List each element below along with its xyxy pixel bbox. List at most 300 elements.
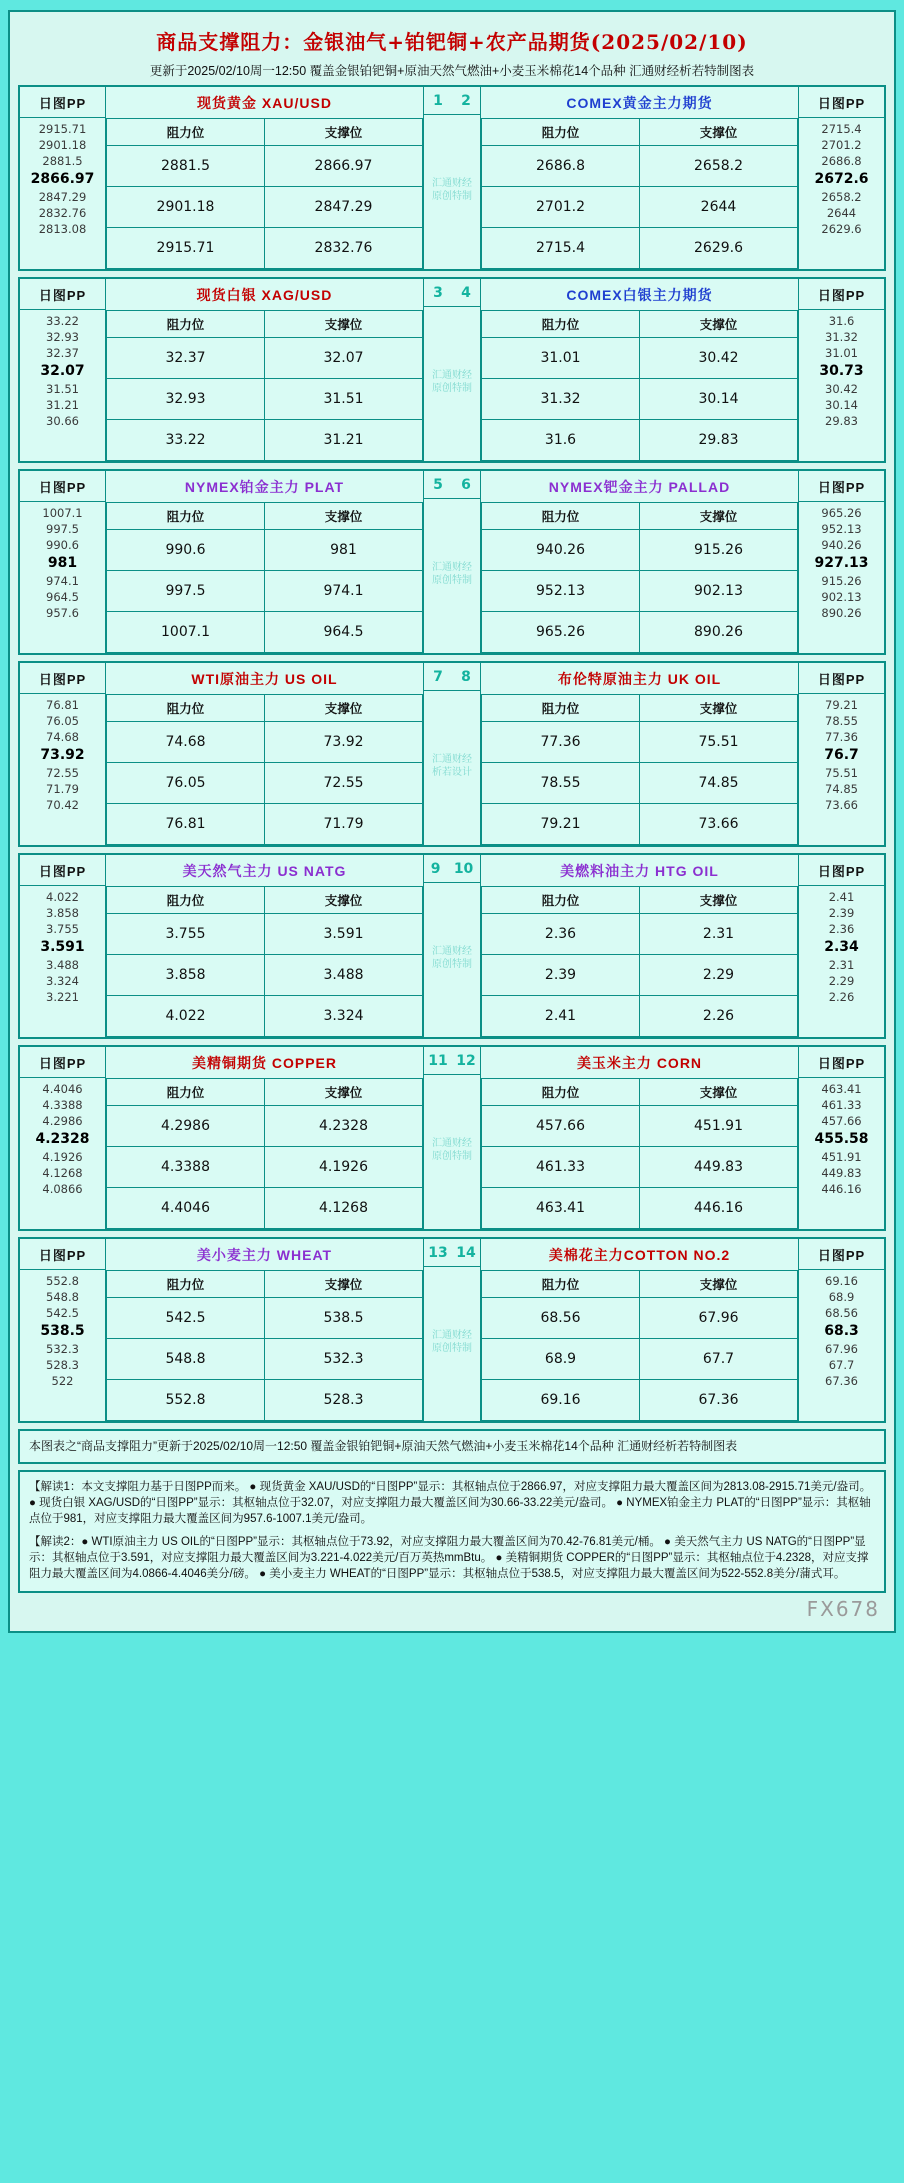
- levels-list: [799, 502, 884, 625]
- level-value: 974.1: [46, 574, 79, 588]
- support-value: 75.51: [640, 722, 798, 763]
- watermark-line-2: 原创特制: [432, 575, 472, 586]
- instrument-name: 美玉米主力 CORN: [481, 1047, 798, 1079]
- level-value: 997.5: [46, 522, 79, 536]
- resistance-header: 阻力位: [482, 1079, 640, 1106]
- watermark-line-2: 原创特制: [432, 1343, 472, 1354]
- level-value: 902.13: [821, 590, 862, 604]
- levels-column-left: [20, 471, 106, 653]
- note-1: 【解读1：本文支撑阻力基于日图PP而来。 ● 现货黄金 XAU/USD的“日图PP”显示：其枢轴点位于2866.97，对应支撑阻力最大覆盖区间为2813.08-2915.71美元/盎司。 ● 现货白银 XAG/USD的“日图PP”显示：其枢轴点位于32.07，对应支撑阻力最大覆盖区间为30.66-33.22美元/盎司。 ● NYMEX铂金主力 PLAT的“日图PP”显示：其枢轴点位于981，对应支撑阻力最大覆盖区间为957.6-1007.1美元/盎司。: [29, 1481, 872, 1525]
- resistance-value: 2715.4: [482, 228, 640, 269]
- levels-column-left: [20, 1047, 106, 1229]
- support-header: 支撑位: [640, 119, 798, 146]
- resistance-value: 2701.2: [482, 187, 640, 228]
- levels-column-left: [20, 855, 106, 1037]
- support-value: 2.31: [640, 914, 798, 955]
- table-row: [107, 1147, 423, 1188]
- level-value: 73.66: [825, 798, 858, 812]
- instrument-name: COMEX黄金主力期货: [481, 87, 798, 119]
- level-value: 31.01: [825, 346, 858, 360]
- level-value: 2629.6: [821, 222, 862, 236]
- table-row: [482, 804, 798, 845]
- day-pp-label: 日图PP: [799, 1047, 884, 1078]
- resistance-value: 990.6: [107, 530, 265, 571]
- level-value: 2901.18: [38, 138, 87, 152]
- level-value: 31.6: [828, 314, 855, 328]
- day-pp-label: 日图PP: [20, 855, 105, 886]
- resistance-header: 阻力位: [482, 503, 640, 530]
- level-value: 3.324: [46, 974, 79, 988]
- resistance-value: 952.13: [482, 571, 640, 612]
- day-pp-label: 日图PP: [799, 279, 884, 310]
- day-pp-label: 日图PP: [20, 471, 105, 502]
- page-title: 商品支撑阻力：金银油气+铂钯铜+农产品期货(2025/02/10): [156, 30, 748, 54]
- index-number: 10: [453, 861, 474, 877]
- levels-table: [481, 887, 798, 1037]
- block-inner: [20, 663, 884, 845]
- index-column: [423, 855, 481, 1037]
- pivot-value: 927.13: [814, 555, 869, 571]
- resistance-header: 阻力位: [107, 119, 265, 146]
- resistance-value: 33.22: [107, 420, 265, 461]
- watermark-line-1: 汇通财经: [432, 562, 472, 573]
- index-numbers: [424, 471, 480, 499]
- resistance-value: 2.39: [482, 955, 640, 996]
- levels-table: [481, 695, 798, 845]
- level-value: 990.6: [46, 538, 79, 552]
- resistance-value: 78.55: [482, 763, 640, 804]
- level-value: 4.1268: [42, 1166, 83, 1180]
- day-pp-label: 日图PP: [20, 1047, 105, 1078]
- levels-list: [799, 118, 884, 241]
- report-sheet: [8, 10, 896, 1633]
- resistance-value: 31.32: [482, 379, 640, 420]
- resistance-value: 2.41: [482, 996, 640, 1037]
- support-value: 29.83: [640, 420, 798, 461]
- support-value: 2832.76: [265, 228, 423, 269]
- index-numbers: [424, 279, 480, 307]
- index-number: 5: [433, 477, 443, 493]
- index-numbers: [424, 1239, 480, 1267]
- table-row: [482, 187, 798, 228]
- levels-column-right: [798, 87, 884, 269]
- level-value: 74.85: [825, 782, 858, 796]
- table-row: [107, 146, 423, 187]
- level-value: 68.9: [828, 1290, 855, 1304]
- level-value: 552.8: [46, 1274, 79, 1288]
- level-value: 4.022: [46, 890, 79, 904]
- support-value: 974.1: [265, 571, 423, 612]
- resistance-header: 阻力位: [482, 1271, 640, 1298]
- support-value: 31.51: [265, 379, 423, 420]
- level-value: 532.3: [46, 1342, 79, 1356]
- index-number: 13: [428, 1245, 448, 1261]
- instrument-name: NYMEX铂金主力 PLAT: [106, 471, 423, 503]
- resistance-header: 阻力位: [482, 311, 640, 338]
- support-value: 30.14: [640, 379, 798, 420]
- level-value: 446.16: [821, 1182, 862, 1196]
- instrument-panel: [481, 279, 798, 461]
- level-value: 75.51: [825, 766, 858, 780]
- level-value: 29.83: [825, 414, 858, 428]
- index-number: 3: [433, 285, 443, 301]
- resistance-header: 阻力位: [107, 887, 265, 914]
- table-row: [107, 914, 423, 955]
- resistance-value: 32.93: [107, 379, 265, 420]
- page-subtitle: 更新于2025/02/10周一12:50 覆盖金银铂钯铜+原油天然气燃油+小麦玉米棉花14个品种 汇通财经析若特制图表: [149, 64, 755, 78]
- support-value: 4.2328: [265, 1106, 423, 1147]
- levels-column-left: [20, 87, 106, 269]
- level-value: 542.5: [46, 1306, 79, 1320]
- support-header: 支撑位: [265, 887, 423, 914]
- level-value: 2915.71: [38, 122, 87, 136]
- levels-list: [20, 694, 105, 817]
- levels-list: [20, 1078, 105, 1201]
- day-pp-label: 日图PP: [20, 87, 105, 118]
- table-row: [482, 338, 798, 379]
- level-value: 33.22: [46, 314, 79, 328]
- level-value: 74.68: [46, 730, 79, 744]
- table-row: [482, 571, 798, 612]
- level-value: 76.05: [46, 714, 79, 728]
- resistance-value: 79.21: [482, 804, 640, 845]
- instrument-panel: [481, 855, 798, 1037]
- level-value: 32.37: [46, 346, 79, 360]
- resistance-header: 阻力位: [107, 1271, 265, 1298]
- resistance-value: 77.36: [482, 722, 640, 763]
- index-number: 2: [461, 93, 471, 109]
- level-value: 548.8: [46, 1290, 79, 1304]
- day-pp-label: 日图PP: [799, 1239, 884, 1270]
- level-value: 461.33: [821, 1098, 862, 1112]
- support-header: 支撑位: [265, 1079, 423, 1106]
- level-value: 77.36: [825, 730, 858, 744]
- index-column: [423, 663, 481, 845]
- level-value: 79.21: [825, 698, 858, 712]
- resistance-value: 68.9: [482, 1339, 640, 1380]
- levels-column-left: [20, 663, 106, 845]
- index-number: 1: [433, 93, 443, 109]
- table-row: [482, 420, 798, 461]
- instrument-name: 布伦特原油主力 UK OIL: [481, 663, 798, 695]
- levels-list: [799, 310, 884, 433]
- index-number: 4: [461, 285, 471, 301]
- day-pp-label: 日图PP: [20, 279, 105, 310]
- levels-table: [106, 119, 423, 269]
- footnote: 本图表之“商品支撑阻力”更新于2025/02/10周一12:50 覆盖金银铂钯铜+原油天然气燃油+小麦玉米棉花14个品种 汇通财经析若特制图表: [18, 1429, 886, 1464]
- levels-list: [20, 118, 105, 241]
- watermark-line-2: 原创特制: [432, 383, 472, 394]
- support-value: 67.36: [640, 1380, 798, 1421]
- table-row: [482, 914, 798, 955]
- day-pp-label: 日图PP: [799, 855, 884, 886]
- resistance-value: 74.68: [107, 722, 265, 763]
- pivot-value: 76.7: [824, 747, 859, 763]
- support-header: 支撑位: [265, 503, 423, 530]
- table-row: [482, 1147, 798, 1188]
- levels-table: [106, 503, 423, 653]
- instrument-name: 美天然气主力 US NATG: [106, 855, 423, 887]
- resistance-header: 阻力位: [107, 311, 265, 338]
- instrument-block: [18, 661, 886, 847]
- block-inner: [20, 87, 884, 269]
- index-number: 12: [456, 1053, 476, 1069]
- resistance-value: 31.6: [482, 420, 640, 461]
- level-value: 4.0866: [42, 1182, 83, 1196]
- level-value: 30.42: [825, 382, 858, 396]
- instrument-name: 美燃料油主力 HTG OIL: [481, 855, 798, 887]
- support-value: 2629.6: [640, 228, 798, 269]
- level-value: 4.2986: [42, 1114, 83, 1128]
- watermark-text: [424, 691, 480, 779]
- support-value: 2.29: [640, 955, 798, 996]
- level-value: 31.51: [46, 382, 79, 396]
- instrument-name: 现货白银 XAG/USD: [106, 279, 423, 311]
- levels-list: [20, 886, 105, 1009]
- support-value: 73.66: [640, 804, 798, 845]
- watermark-text: [424, 883, 480, 971]
- pivot-value: 73.92: [40, 747, 85, 763]
- table-row: [107, 571, 423, 612]
- support-value: 446.16: [640, 1188, 798, 1229]
- level-value: 2.36: [828, 922, 855, 936]
- support-value: 902.13: [640, 571, 798, 612]
- day-pp-label: 日图PP: [20, 1239, 105, 1270]
- levels-list: [20, 502, 105, 625]
- index-number: 8: [461, 669, 471, 685]
- watermark-text: [424, 1267, 480, 1355]
- index-numbers: [424, 87, 480, 115]
- support-value: 890.26: [640, 612, 798, 653]
- levels-column-right: [798, 1239, 884, 1421]
- table-row: [107, 530, 423, 571]
- table-row: [107, 1339, 423, 1380]
- support-value: 4.1926: [265, 1147, 423, 1188]
- levels-table: [481, 311, 798, 461]
- table-row: [107, 804, 423, 845]
- table-row: [482, 1188, 798, 1229]
- table-row: [107, 763, 423, 804]
- support-value: 31.21: [265, 420, 423, 461]
- level-value: 31.32: [825, 330, 858, 344]
- support-value: 2866.97: [265, 146, 423, 187]
- support-value: 67.7: [640, 1339, 798, 1380]
- block-inner: [20, 1239, 884, 1421]
- support-header: 支撑位: [265, 1271, 423, 1298]
- level-value: 2.39: [828, 906, 855, 920]
- level-value: 3.755: [46, 922, 79, 936]
- level-value: 915.26: [821, 574, 862, 588]
- note-2: 【解读2：● WTI原油主力 US OIL的“日图PP”显示：其枢轴点位于73.92，对应支撑阻力最大覆盖区间为70.42-76.81美元/桶。 ● 美天然气主力 US NATG的“日图PP”显示：其枢轴点位于3.591，对应支撑阻力最大覆盖区间为3.221-4.022美元/百万英热mmBtu。 ● 美精铜期货 COPPER的“日图PP”显示：其枢轴点位于4.2328，对应支撑阻力最大覆盖区间为4.0866-4.4046美分/磅。 ● 美小麦主力 WHEAT的“日图PP”显示：其枢轴点位于538.5，对应支撑阻力最大覆盖区间为522-552.8美分/蒲式耳。: [29, 1536, 869, 1580]
- levels-table: [106, 311, 423, 461]
- level-value: 2832.76: [38, 206, 87, 220]
- instrument-panel: [106, 1047, 423, 1229]
- table-row: [107, 722, 423, 763]
- level-value: 3.221: [46, 990, 79, 1004]
- resistance-value: 2881.5: [107, 146, 265, 187]
- support-value: 981: [265, 530, 423, 571]
- level-value: 457.66: [821, 1114, 862, 1128]
- level-value: 69.16: [825, 1274, 858, 1288]
- table-row: [107, 996, 423, 1037]
- support-value: 528.3: [265, 1380, 423, 1421]
- pivot-value: 455.58: [814, 1131, 869, 1147]
- level-value: 67.7: [828, 1358, 855, 1372]
- watermark-line-2: 原创特制: [432, 191, 472, 202]
- levels-column-right: [798, 663, 884, 845]
- table-row: [482, 1339, 798, 1380]
- resistance-value: 3.755: [107, 914, 265, 955]
- support-value: 74.85: [640, 763, 798, 804]
- watermark-line-2: 原创特制: [432, 959, 472, 970]
- pivot-value: 2.34: [824, 939, 859, 955]
- resistance-header: 阻力位: [107, 1079, 265, 1106]
- table-row: [482, 228, 798, 269]
- watermark-line-1: 汇通财经: [432, 1138, 472, 1149]
- level-value: 2847.29: [38, 190, 87, 204]
- support-value: 2644: [640, 187, 798, 228]
- pivot-value: 2866.97: [30, 171, 95, 187]
- level-value: 2.41: [828, 890, 855, 904]
- level-value: 3.488: [46, 958, 79, 972]
- level-value: 3.858: [46, 906, 79, 920]
- level-value: 71.79: [46, 782, 79, 796]
- resistance-value: 542.5: [107, 1298, 265, 1339]
- level-value: 78.55: [825, 714, 858, 728]
- table-row: [107, 1106, 423, 1147]
- instrument-panel: [106, 87, 423, 269]
- table-row: [482, 1106, 798, 1147]
- resistance-header: 阻力位: [482, 887, 640, 914]
- table-row: [482, 722, 798, 763]
- pivot-value: 3.591: [40, 939, 85, 955]
- level-value: 32.93: [46, 330, 79, 344]
- level-value: 964.5: [46, 590, 79, 604]
- resistance-header: 阻力位: [482, 695, 640, 722]
- resistance-value: 69.16: [482, 1380, 640, 1421]
- support-value: 2658.2: [640, 146, 798, 187]
- level-value: 76.81: [46, 698, 79, 712]
- block-inner: [20, 855, 884, 1037]
- level-value: 957.6: [46, 606, 79, 620]
- level-value: 72.55: [46, 766, 79, 780]
- support-header: 支撑位: [640, 1271, 798, 1298]
- resistance-value: 4.3388: [107, 1147, 265, 1188]
- levels-table: [481, 1271, 798, 1421]
- pivot-value: 30.73: [819, 363, 864, 379]
- table-row: [107, 1298, 423, 1339]
- blocks-container: [18, 85, 886, 1423]
- support-value: 964.5: [265, 612, 423, 653]
- day-pp-label: 日图PP: [799, 471, 884, 502]
- watermark-line-2: 原创特制: [432, 1151, 472, 1162]
- level-value: 2644: [826, 206, 857, 220]
- levels-list: [799, 1270, 884, 1393]
- instrument-panel: [481, 87, 798, 269]
- instrument-name: WTI原油主力 US OIL: [106, 663, 423, 695]
- instrument-panel: [106, 663, 423, 845]
- instrument-panel: [106, 471, 423, 653]
- table-row: [107, 228, 423, 269]
- index-number: 14: [456, 1245, 476, 1261]
- instrument-name: 美精铜期货 COPPER: [106, 1047, 423, 1079]
- table-row: [107, 338, 423, 379]
- pivot-value: 538.5: [40, 1323, 85, 1339]
- support-value: 451.91: [640, 1106, 798, 1147]
- levels-column-right: [798, 471, 884, 653]
- level-value: 449.83: [821, 1166, 862, 1180]
- levels-table: [481, 503, 798, 653]
- day-pp-label: 日图PP: [799, 663, 884, 694]
- level-value: 2.31: [828, 958, 855, 972]
- instrument-block: [18, 1045, 886, 1231]
- resistance-value: 461.33: [482, 1147, 640, 1188]
- resistance-value: 1007.1: [107, 612, 265, 653]
- resistance-value: 940.26: [482, 530, 640, 571]
- level-value: 31.21: [46, 398, 79, 412]
- level-value: 4.1926: [42, 1150, 83, 1164]
- resistance-value: 2901.18: [107, 187, 265, 228]
- resistance-value: 965.26: [482, 612, 640, 653]
- support-value: 915.26: [640, 530, 798, 571]
- levels-list: [799, 694, 884, 817]
- levels-column-right: [798, 279, 884, 461]
- instrument-block: [18, 85, 886, 271]
- level-value: 1007.1: [42, 506, 83, 520]
- resistance-value: 548.8: [107, 1339, 265, 1380]
- resistance-value: 2.36: [482, 914, 640, 955]
- instrument-block: [18, 469, 886, 655]
- pivot-value: 32.07: [40, 363, 85, 379]
- support-value: 4.1268: [265, 1188, 423, 1229]
- level-value: 2813.08: [38, 222, 87, 236]
- level-value: 4.3388: [42, 1098, 83, 1112]
- level-value: 2881.5: [42, 154, 83, 168]
- levels-table: [481, 1079, 798, 1229]
- index-column: [423, 279, 481, 461]
- support-value: 2.26: [640, 996, 798, 1037]
- table-row: [107, 955, 423, 996]
- levels-list: [20, 1270, 105, 1393]
- day-pp-label: 日图PP: [799, 87, 884, 118]
- support-value: 2847.29: [265, 187, 423, 228]
- support-header: 支撑位: [265, 119, 423, 146]
- level-value: 68.56: [825, 1306, 858, 1320]
- levels-table: [481, 119, 798, 269]
- level-value: 70.42: [46, 798, 79, 812]
- watermark-line-1: 汇通财经: [432, 754, 472, 765]
- instrument-panel: [481, 471, 798, 653]
- level-value: 2.29: [828, 974, 855, 988]
- levels-column-right: [798, 1047, 884, 1229]
- index-number: 7: [433, 669, 443, 685]
- support-value: 538.5: [265, 1298, 423, 1339]
- support-value: 3.488: [265, 955, 423, 996]
- resistance-value: 31.01: [482, 338, 640, 379]
- table-row: [482, 379, 798, 420]
- resistance-value: 4.2986: [107, 1106, 265, 1147]
- level-value: 67.96: [825, 1342, 858, 1356]
- support-header: 支撑位: [265, 695, 423, 722]
- resistance-value: 457.66: [482, 1106, 640, 1147]
- index-numbers: [424, 855, 480, 883]
- support-value: 73.92: [265, 722, 423, 763]
- resistance-value: 68.56: [482, 1298, 640, 1339]
- resistance-value: 552.8: [107, 1380, 265, 1421]
- resistance-value: 76.05: [107, 763, 265, 804]
- instrument-panel: [106, 279, 423, 461]
- watermark-text: [424, 1075, 480, 1163]
